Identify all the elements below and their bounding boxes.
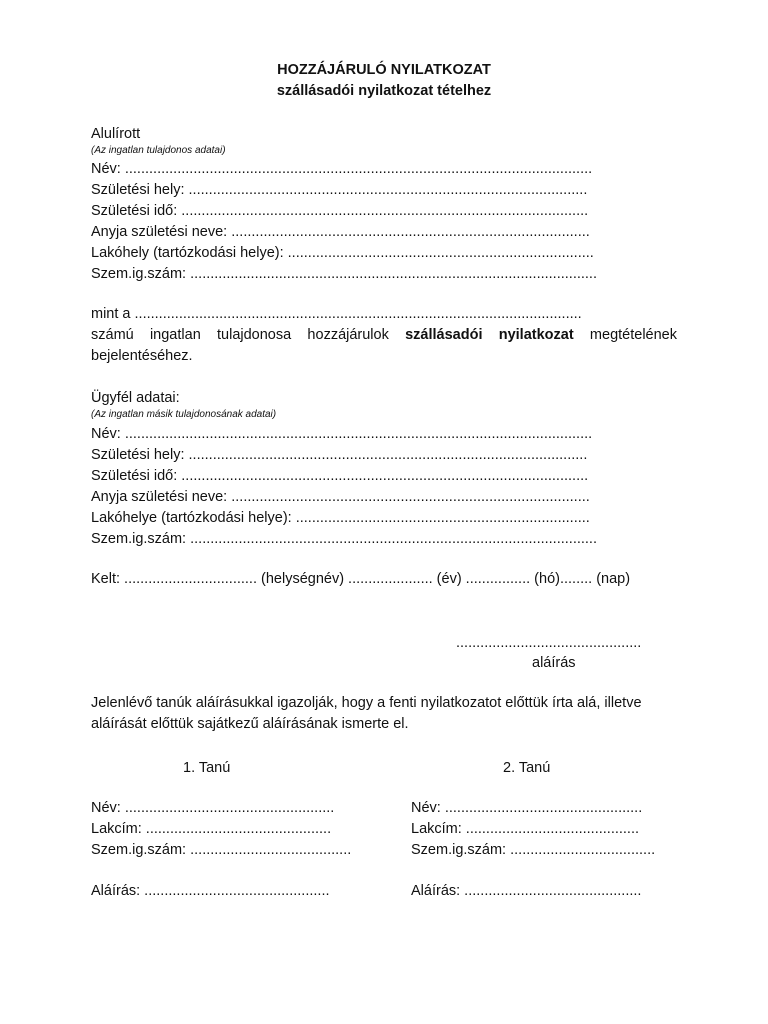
consent-text-bold: szállásadói nyilatkozat [405,327,574,343]
client-birthplace-field: Születési hely: ................................................................................................... [91,447,588,463]
witness-1-name-field: Név: .................................................... [91,800,335,816]
consent-text-2: megtételének bejelentéséhez. [91,327,677,364]
owner-name-field: Név: .................................................................................................................... [91,161,593,177]
client-birthdate-field: Születési idő: ..................................................................................................... [91,468,589,484]
consent-text-1: számú ingatlan tulajdonosa hozzájárulok [91,327,406,343]
signature-dots: .............................................. [456,635,642,651]
client-heading: Ügyfél adatai: [91,390,180,406]
client-note: (Az ingatlan másik tulajdonosának adatai) [91,409,277,420]
owner-residence-field: Lakóhely (tartózkodási helye): ............................................................................ [91,245,594,261]
owner-birthplace-field: Születési hely: ................................................................................................... [91,182,588,198]
witness-1-id-field: Szem.ig.szám: ........................................ [91,842,352,858]
witness-1-address-field: Lakcím: .............................................. [91,821,332,837]
signature-label: aláírás [532,655,576,671]
owner-heading: Alulírott [91,126,141,142]
owner-note: (Az ingatlan tulajdonos adatai) [91,145,226,156]
client-id-field: Szem.ig.szám: ..................................................................................................... [91,531,597,547]
client-mother-name-field: Anyja születési neve: ......................................................................................... [91,489,590,505]
document-title: HOZZÁJÁRULÓ NYILATKOZAT [277,62,491,78]
owner-mother-name-field: Anyja születési neve: ......................................................................................... [91,224,590,240]
owner-birthdate-field: Születési idő: ..................................................................................................... [91,203,589,219]
witness-2-address-field: Lakcím: ........................................... [411,821,640,837]
witness-2-name-field: Név: ................................................. [411,800,643,816]
witness-2-id-field: Szem.ig.szám: .................................... [411,842,656,858]
witness-2-signature-field: Aláírás: ............................................ [411,883,642,899]
date-line: Kelt: ................................. (helységnév) ..................... (év) ................ (hó)........ (nap) [91,571,631,587]
property-line: mint a ............................................................................................................... [91,306,582,322]
consent-paragraph [91,325,677,367]
document-subtitle: szállásadói nyilatkozat tételhez [276,83,492,99]
witness-2-title: 2. Tanú [503,760,551,776]
client-residence-field: Lakóhelye (tartózkodási helye): ......................................................................... [91,510,590,526]
witness-1-signature-field: Aláírás: .............................................. [91,883,330,899]
client-name-field: Név: .................................................................................................................... [91,426,593,442]
witness-statement: Jelenlévő tanúk aláírásukkal igazolják, hogy a fenti nyilatkozatot előttük írta alá, illetve aláírását előttük sajátkezű aláírásának ismerte el. [91,695,642,732]
witness-1-title: 1. Tanú [183,760,231,776]
owner-id-field: Szem.ig.szám: ..................................................................................................... [91,266,597,282]
